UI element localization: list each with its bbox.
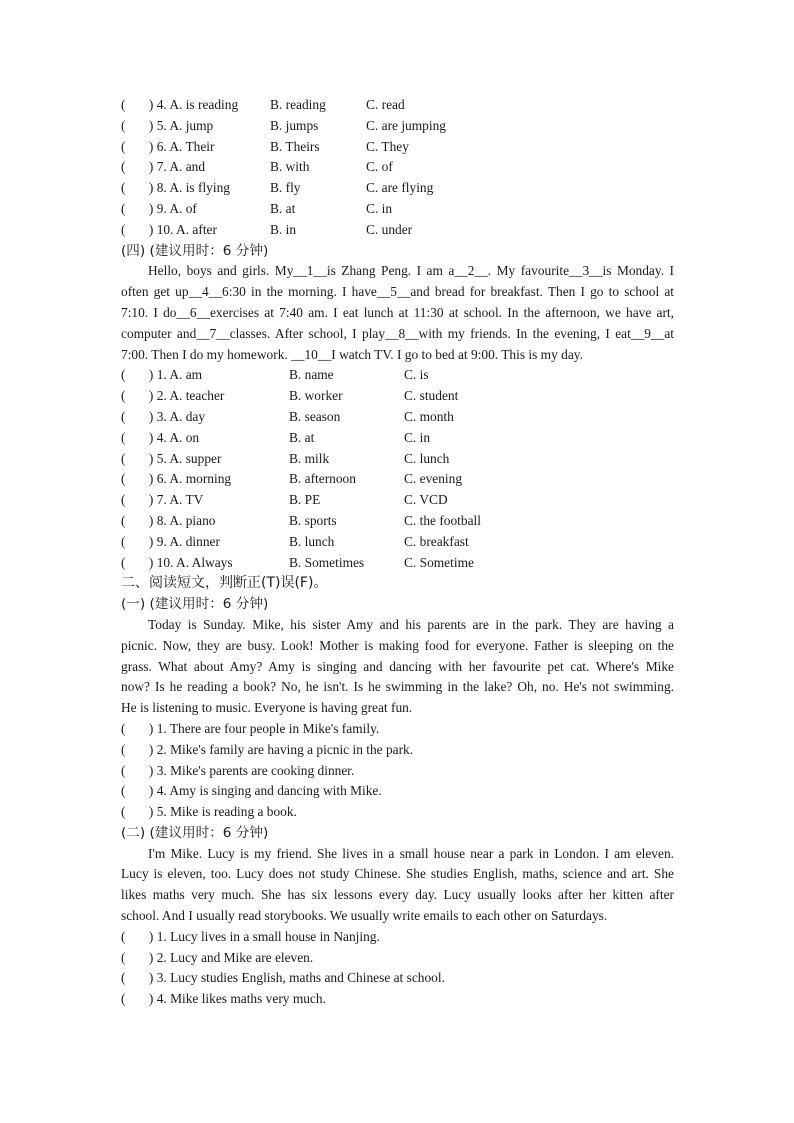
question-row: ( ) 7. A. TV B. PE C. VCD [121,492,448,508]
question-row: ( ) 1. A. am B. name C. is [121,367,429,383]
statement-row: ( ) 4. Amy is singing and dancing with Mike. [121,783,382,799]
question-row: ( ) 8. A. is flying B. fly C. are flying [121,180,434,196]
statement-row: ( ) 5. Mike is reading a book. [121,804,297,820]
statement-row: ( ) 2. Lucy and Mike are eleven. [121,949,314,965]
statement-row: ( ) 3. Lucy studies English, maths and Chinese at school. [121,970,445,986]
passage-line: He is listening to music. Everyone is having great fun. [121,700,413,716]
question-row: ( ) 5. A. supper B. milk C. lunch [121,450,450,466]
question-row: ( ) 9. A. dinner B. lunch C. breakfast [121,533,469,549]
passage-line: school. And I usually read storybooks. We usually write emails to each other on Saturdays. [121,908,608,924]
section4-heading: (四) (建议用时：6 分钟) [121,242,269,259]
question-row: ( ) 6. A. morning B. afternoon C. evening [121,471,463,487]
passage-line: likes maths very much. She has six lessons every day. Lucy usually looks after her kitten after [121,887,674,903]
part2-sub1-passage [121,615,674,719]
part2-sub2-statements [121,927,674,1010]
question-row: ( ) 4. A. is reading B. reading C. read [121,97,405,112]
section4-passage [121,261,674,365]
part2-sub2-passage [121,844,674,927]
question-row: ( ) 10. A. after B. in C. under [121,221,413,237]
question-row: ( ) 3. A. day B. season C. month [121,408,454,424]
passage-line: often get up__4__6:30 in the morning. I have__5__and bread for breakfast. Then I go to school at [121,284,674,300]
statement-row: ( ) 1. There are four people in Mike's family. [121,720,380,736]
question-row: ( ) 6. A. Their B. Theirs C. They [121,138,409,154]
statement-row: ( ) 4. Mike likes maths very much. [121,991,326,1007]
part2-sub1-statements [121,719,674,823]
question-row: ( ) 7. A. and B. with C. of [121,159,393,175]
passage-line: Lucy is eleven, too. Lucy does not study Chinese. She studies English, maths, science and art. She [121,866,674,882]
passage-line: picnic. Now, they are busy. Look! Mother is making food for everyone. Father is sleeping on the [121,637,674,653]
passage-line: computer and__7__classes. After school, I play__8__with my friends. In the evening, I eat__9__at [121,325,674,341]
part2-heading: 二、阅读短文，判断正(T)误(F)。 [121,575,328,592]
part2-sub2-heading: (二) (建议用时：6 分钟) [121,824,269,841]
statement-row: ( ) 2. Mike's family are having a picnic in the park. [121,741,414,757]
question-row: ( ) 2. A. teacher B. worker C. student [121,388,459,404]
part2-sub1-heading: (一) (建议用时：6 分钟) [121,596,269,613]
passage-line: grass. What about Amy? Amy is singing and dancing with her favourite pet cat. Where's Mike [121,658,674,674]
statement-row: ( ) 3. Mike's parents are cooking dinner. [121,762,355,778]
passage-line: I'm Mike. Lucy is my friend. She lives in a small house near a park in London. I am eleven. [148,845,674,861]
section4-questions [121,365,674,573]
passage-line: now? Is he reading a book? No, he isn't. Is he swimming in the lake? Oh, no. He's not swimming. [121,679,674,695]
statement-row: ( ) 1. Lucy lives in a small house in Nanjing. [121,928,380,944]
passage-line: 7:10. I do__6__exercises at 7:40 am. I eat lunch at 11:30 at school. In the afternoon, we have art, [121,304,674,320]
passage-line: 7:00. Then I do my homework. __10__I watch TV. I go to bed at 9:00. This is my day. [121,346,583,362]
question-row: ( ) 9. A. of B. at C. in [121,200,393,216]
passage-line: Hello, boys and girls. My__1__is Zhang Peng. I am a__2__. My favourite__3__is Monday. I [148,263,674,279]
question-row: ( ) 10. A. Always B. Sometimes C. Sometime [121,554,474,570]
question-row: ( ) 5. A. jump B. jumps C. are jumping [121,117,446,133]
worksheet-page [121,95,674,1010]
passage-line: Today is Sunday. Mike, his sister Amy and his parents are in the park. They are having a [148,616,674,632]
question-row: ( ) 4. A. on B. at C. in [121,429,431,445]
question-row: ( ) 8. A. piano B. sports C. the football [121,512,481,528]
section1-questions [121,95,674,241]
